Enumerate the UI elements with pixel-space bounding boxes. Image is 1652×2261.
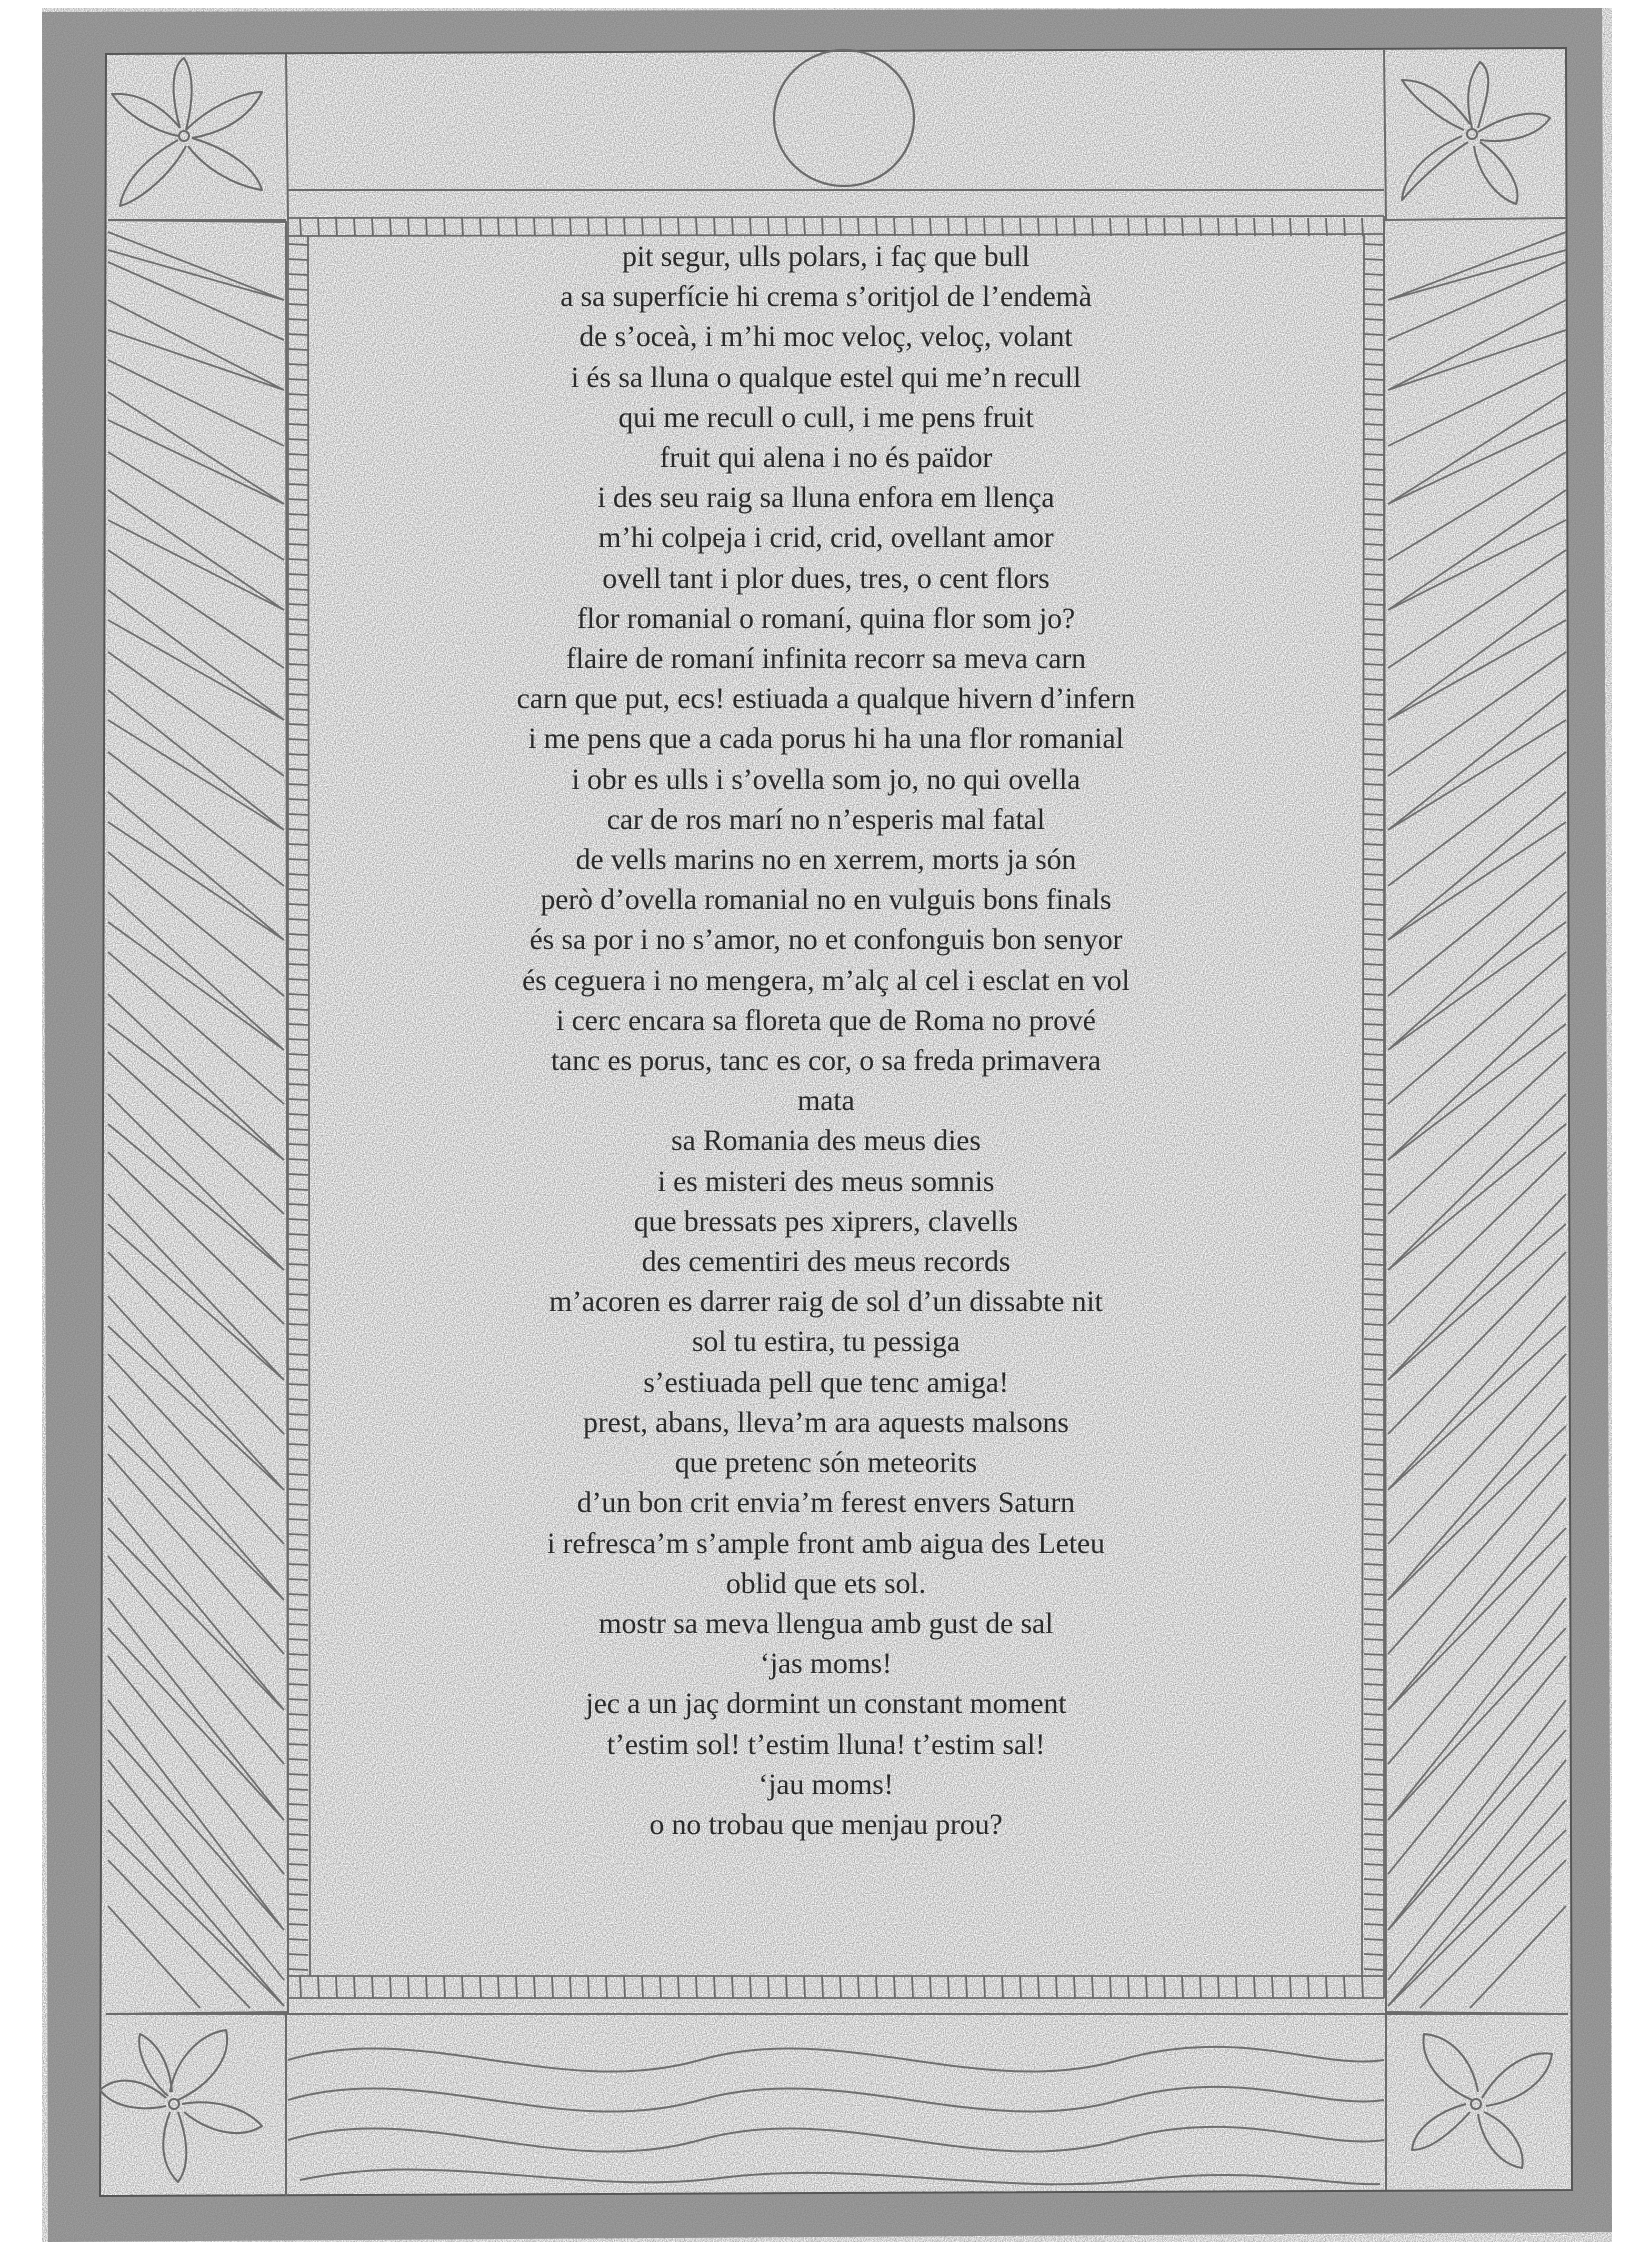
flower-icon-top-right [1402,62,1550,204]
poem-line: i es misteri des meus somnis [657,1165,995,1198]
moon-icon [774,50,914,186]
poem-line: jec a un jaç dormint un constant moment [585,1688,1067,1721]
poem-line: a sa superfície hi crema s’oritjol de l’endemà [560,281,1092,314]
poem-line: d’un bon crit envia’m ferest envers Saturn [576,1487,1076,1520]
poem-line: i obr es ulls i s’ovella som jo, no qui ovella [571,763,1081,796]
poem-line: m’acoren es darrer raig de sol d’un dissabte nit [549,1286,1103,1319]
poem-text [312,237,1340,1845]
poem-line: car de ros marí no n’esperis mal fatal [606,803,1046,836]
poem-line: flaire de romaní infinita recorr sa meva carn [565,643,1087,676]
flower-icon-bottom-left [100,2030,262,2182]
poem-line: sol tu estira, tu pessiga [692,1326,960,1359]
poem-line: i des seu raig sa lluna enfora em llença [597,482,1055,515]
poem-line: tanc es porus, tanc es cor, o sa freda primavera [550,1045,1102,1078]
poem-line: i cerc encara sa floreta que de Roma no prové [556,1004,1096,1037]
poem-line: s’estiuada pell que tenc amiga! [643,1366,1009,1399]
poem-line: és ceguera i no mengera, m’alç al cel i esclat en vol [522,964,1130,997]
poem-line: m’hi colpeja i crid, crid, ovellant amor [598,522,1054,555]
poem-line: que bressats pes xiprers, clavells [633,1205,1019,1238]
poem-line: de vells marins no en xerrem, morts ja són [575,844,1077,877]
poem-line: oblid que ets sol. [726,1567,926,1600]
poem-line: ‘jau moms! [758,1768,894,1801]
poem-line: flor romanial o romaní, quina flor som jo? [576,602,1076,635]
poem-line: de s’oceà, i m’hi moc veloç, veloç, volant [579,321,1073,354]
poem-line: o no trobau que menjau prou? [649,1808,1003,1841]
poem-line: carn que put, ecs! estiuada a qualque hivern d’infern [516,683,1136,716]
poem-line: i refresca’m s’ample front amb aigua des Leteu [547,1527,1105,1560]
poem-line: prest, abans, lleva’m ara aquests malsons [583,1406,1069,1439]
poem-line: pit segur, ulls polars, i faç que bull [622,241,1030,273]
poem-line: i me pens que a cada porus hi ha una flor romanial [528,723,1124,756]
poem-line: fruit qui alena i no és païdor [659,442,993,475]
poem-line: és sa por i no s’amor, no et confonguis bon senyor [529,924,1123,957]
poem-line: ‘jas moms! [760,1648,892,1681]
leaf-pattern-right [1388,232,1566,2008]
flower-icon-bottom-right [1412,2034,1552,2168]
poem-line: mata [797,1085,855,1118]
poem-line: qui me recull o cull, i me pens fruit [618,401,1034,434]
poem-line: ovell tant i plor dues, tres, o cent flors [602,562,1050,595]
poem-line: però d’ovella romanial no en vulguis bons finals [540,884,1112,917]
leaf-pattern-left [108,232,284,2008]
poem-line: i és sa lluna o qualque estel qui me’n recull [570,361,1082,394]
poem-line: sa Romania des meus dies [671,1125,981,1158]
poem-line: mostr sa meva llengua amb gust de sal [598,1607,1054,1640]
poem-line: t’estim sol! t’estim lluna! t’estim sal! [606,1728,1046,1761]
poem-line: des cementiri des meus records [641,1246,1011,1279]
flower-icon-top-left [112,58,262,206]
poem-line: que pretenc són meteorits [674,1447,978,1480]
wave-band-bottom [288,2047,1384,2184]
